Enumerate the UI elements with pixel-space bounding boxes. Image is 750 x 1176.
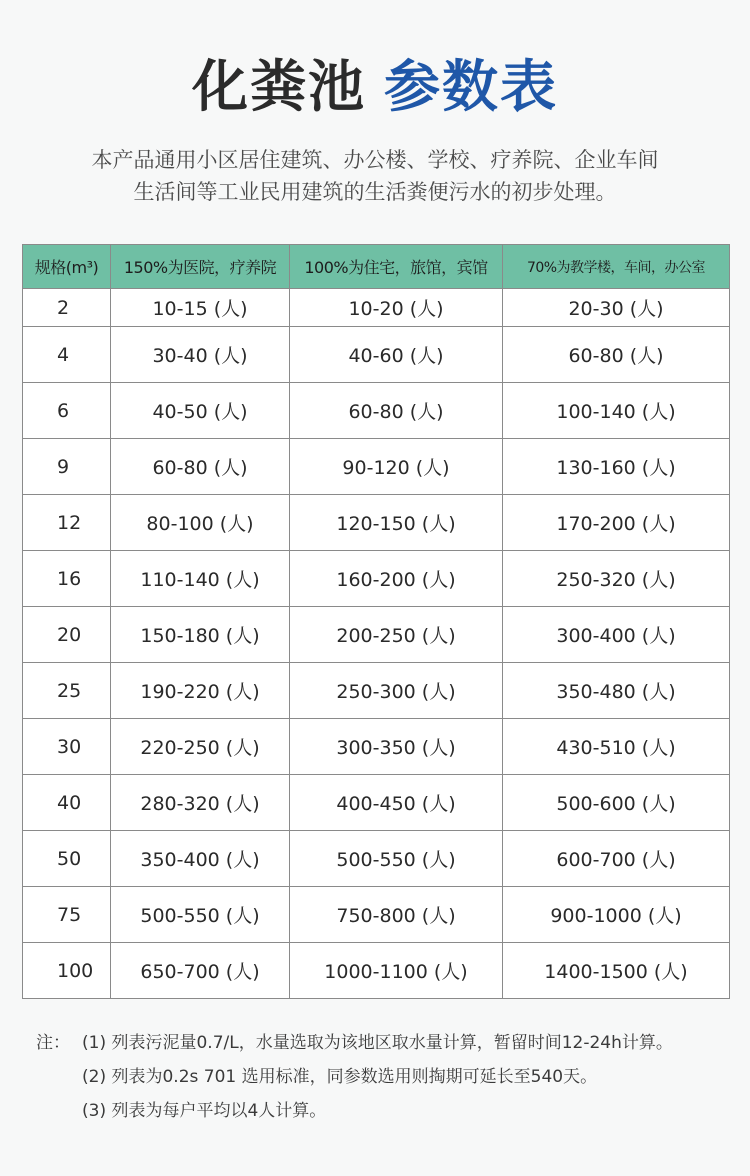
capacity-cell: 400-450 (人) bbox=[290, 775, 503, 831]
table-row bbox=[23, 887, 730, 943]
capacity-cell: 190-220 (人) bbox=[111, 663, 290, 719]
capacity-cell: 110-140 (人) bbox=[111, 551, 290, 607]
capacity-cell: 350-480 (人) bbox=[503, 663, 730, 719]
capacity-cell: 600-700 (人) bbox=[503, 831, 730, 887]
intro-line-1: 本产品通用小区居住建筑、办公楼、学校、疗养院、企业车间 bbox=[91, 148, 659, 172]
capacity-cell: 80-100 (人) bbox=[111, 495, 290, 551]
capacity-cell: 500-600 (人) bbox=[503, 775, 730, 831]
page-title bbox=[0, 52, 750, 124]
table-row bbox=[23, 663, 730, 719]
capacity-cell: 170-200 (人) bbox=[503, 495, 730, 551]
note-item bbox=[36, 1094, 736, 1128]
capacity-cell: 10-15 (人) bbox=[111, 289, 290, 327]
table-row bbox=[23, 831, 730, 887]
capacity-cell: 40-60 (人) bbox=[290, 327, 503, 383]
capacity-cell: 60-80 (人) bbox=[503, 327, 730, 383]
header-hospital: 150%为医院，疗养院 bbox=[111, 245, 290, 289]
spec-cell: 75 bbox=[23, 887, 111, 943]
capacity-cell: 160-200 (人) bbox=[290, 551, 503, 607]
note-text: (2) 列表为0.2s 701 选用标准，同参数选用则掏期可延长至540天。 bbox=[82, 1067, 598, 1087]
header-residence: 100%为住宅，旅馆，宾馆 bbox=[290, 245, 503, 289]
capacity-cell: 200-250 (人) bbox=[290, 607, 503, 663]
capacity-cell: 130-160 (人) bbox=[503, 439, 730, 495]
capacity-cell: 120-150 (人) bbox=[290, 495, 503, 551]
capacity-cell: 300-350 (人) bbox=[290, 719, 503, 775]
intro-line-2: 生活间等工业民用建筑的生活粪便污水的初步处理。 bbox=[133, 180, 617, 204]
table-row bbox=[23, 383, 730, 439]
spec-cell: 16 bbox=[23, 551, 111, 607]
capacity-cell: 300-400 (人) bbox=[503, 607, 730, 663]
capacity-cell: 650-700 (人) bbox=[111, 943, 290, 999]
capacity-cell: 900-1000 (人) bbox=[503, 887, 730, 943]
capacity-cell: 250-300 (人) bbox=[290, 663, 503, 719]
note-item bbox=[36, 1026, 736, 1060]
capacity-cell: 750-800 (人) bbox=[290, 887, 503, 943]
capacity-cell: 60-80 (人) bbox=[290, 383, 503, 439]
capacity-cell: 430-510 (人) bbox=[503, 719, 730, 775]
capacity-cell: 40-50 (人) bbox=[111, 383, 290, 439]
capacity-cell: 350-400 (人) bbox=[111, 831, 290, 887]
capacity-cell: 1400-1500 (人) bbox=[503, 943, 730, 999]
table-row bbox=[23, 289, 730, 327]
table-row bbox=[23, 719, 730, 775]
spec-cell: 4 bbox=[23, 327, 111, 383]
intro-text bbox=[0, 144, 750, 208]
capacity-cell: 30-40 (人) bbox=[111, 327, 290, 383]
note-text: (3) 列表为每户平均以4人计算。 bbox=[82, 1101, 327, 1121]
capacity-cell: 90-120 (人) bbox=[290, 439, 503, 495]
spec-cell: 12 bbox=[23, 495, 111, 551]
table-row bbox=[23, 327, 730, 383]
title-part-2: 参数表 bbox=[384, 55, 558, 120]
spec-cell: 30 bbox=[23, 719, 111, 775]
note-item bbox=[36, 1060, 736, 1094]
header-spec: 规格(m³) bbox=[23, 245, 111, 289]
table-body bbox=[23, 289, 730, 999]
header-school: 70%为教学楼，车间，办公室 bbox=[503, 245, 730, 289]
capacity-cell: 150-180 (人) bbox=[111, 607, 290, 663]
table-row bbox=[23, 551, 730, 607]
spec-cell: 100 bbox=[23, 943, 111, 999]
capacity-cell: 20-30 (人) bbox=[503, 289, 730, 327]
capacity-cell: 10-20 (人) bbox=[290, 289, 503, 327]
spec-cell: 50 bbox=[23, 831, 111, 887]
title-part-1: 化粪池 bbox=[192, 55, 366, 120]
capacity-cell: 280-320 (人) bbox=[111, 775, 290, 831]
capacity-cell: 60-80 (人) bbox=[111, 439, 290, 495]
spec-table bbox=[22, 244, 730, 999]
table-row bbox=[23, 607, 730, 663]
spec-cell: 20 bbox=[23, 607, 111, 663]
capacity-cell: 1000-1100 (人) bbox=[290, 943, 503, 999]
table-row bbox=[23, 495, 730, 551]
note-text: (1) 列表污泥量0.7/L，水量选取为该地区取水量计算，暂留时间12-24h计算。 bbox=[82, 1033, 673, 1053]
notes-section bbox=[36, 1026, 736, 1128]
spec-cell: 40 bbox=[23, 775, 111, 831]
capacity-cell: 220-250 (人) bbox=[111, 719, 290, 775]
capacity-cell: 500-550 (人) bbox=[290, 831, 503, 887]
table-row bbox=[23, 439, 730, 495]
spec-cell: 9 bbox=[23, 439, 111, 495]
spec-cell: 25 bbox=[23, 663, 111, 719]
table-row bbox=[23, 943, 730, 999]
spec-cell: 6 bbox=[23, 383, 111, 439]
capacity-cell: 100-140 (人) bbox=[503, 383, 730, 439]
capacity-cell: 250-320 (人) bbox=[503, 551, 730, 607]
capacity-cell: 500-550 (人) bbox=[111, 887, 290, 943]
table-header-row bbox=[23, 245, 730, 289]
spec-cell: 2 bbox=[23, 289, 111, 327]
table-row bbox=[23, 775, 730, 831]
notes-label: 注： bbox=[36, 1033, 70, 1053]
